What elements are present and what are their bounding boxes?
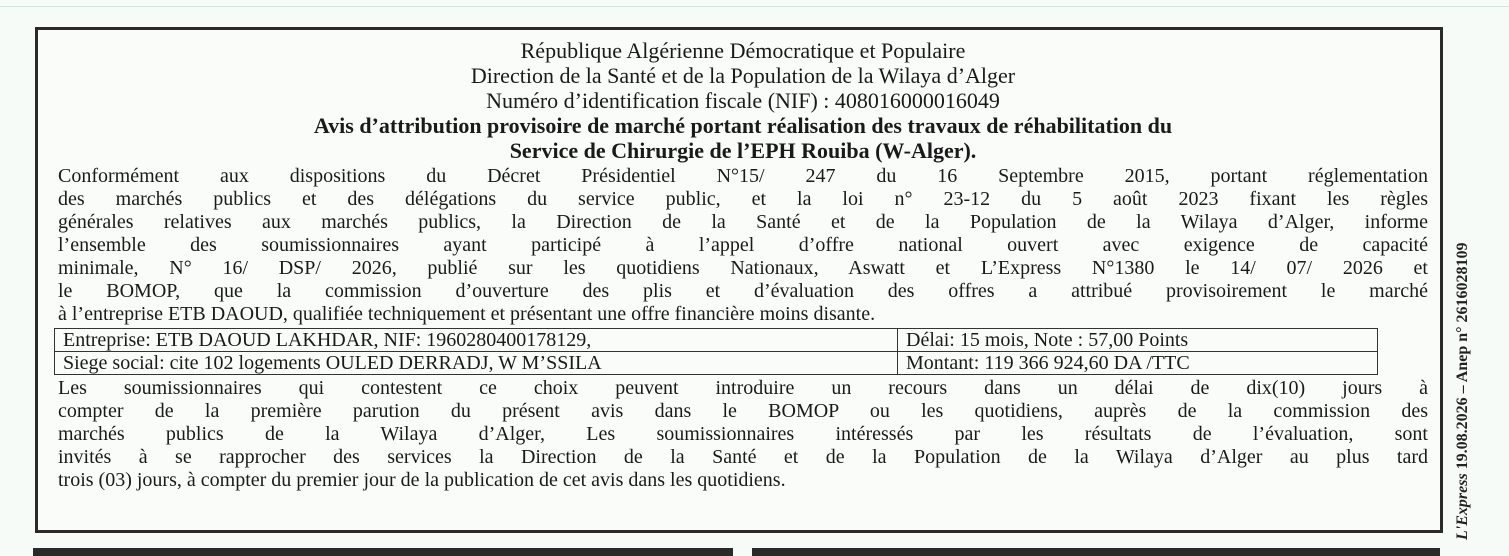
- notice-frame: [35, 27, 1443, 533]
- header-republic: République Algérienne Démocratique et Populaire: [520, 38, 966, 63]
- company-cell: Entreprise: ETB DAOUD LAKHDAR, NIF: 1960280400178129,: [55, 329, 898, 352]
- footer-line: trois (03) jours, à compter du premier jour de la publication de cet avis dans les quotidiens.: [58, 469, 786, 491]
- header-direction: Direction de la Santé et de la Population de la Wilaya d’Alger: [470, 63, 1016, 88]
- footer-line: invités à se rapprocher des services la Direction de la Santé et de la Population de la Wilaya d’Alger au plus tard: [58, 446, 1428, 468]
- publication-name: L'Express: [1454, 473, 1471, 540]
- footer-line: marchés publics de la Wilaya d’Alger, Les soumissionnaires intéressés par les résultats de l’évaluation, sont: [58, 423, 1428, 445]
- notice-title-line2: Service de Chirurgie de l’EPH Rouiba (W-Alger).: [509, 138, 977, 163]
- side-publication-label: [1454, 242, 1472, 540]
- header-nif: Numéro d’identification fiscale (NIF) : 408016000016049: [486, 88, 1000, 113]
- award-table: [54, 328, 1378, 375]
- notice-body: [58, 165, 1428, 326]
- body-line: Conformément aux dispositions du Décret Présidentiel N°15/ 247 du 16 Septembre 2015, portant réglementation: [58, 165, 1428, 187]
- notice-content: [58, 38, 1428, 492]
- page-top-rule: [0, 6, 1509, 7]
- headquarters-cell: Siege social: cite 102 logements OULED DERRADJ, W M’SSILA: [55, 352, 898, 375]
- delay-score-cell: Délai: 15 mois, Note : 57,00 Points: [898, 329, 1378, 352]
- table-row: [55, 352, 1378, 375]
- table-row: [55, 329, 1378, 352]
- footer-line: compter de la première parution du présent avis dans le BOMOP ou les quotidiens, auprès de la commission des: [58, 400, 1428, 422]
- body-line: l’ensemble des soumissionnaires ayant participé à l’appel d’offre national ouvert avec exigence de capacité: [58, 234, 1428, 256]
- body-line: des marchés publics et des délégations du service public, et la loi n° 23-12 du 5 août 2023 fixant les règles: [58, 188, 1428, 210]
- footer-line: Les soumissionnaires qui contestent ce choix peuvent introduire un recours dans un délai de dix(10) jours à: [58, 377, 1428, 399]
- body-line: à l’entreprise ETB DAOUD, qualifiée techniquement et présentant une offre financière moins disante.: [58, 303, 876, 325]
- notice-footer: [58, 377, 1428, 492]
- amount-cell: Montant: 119 366 924,60 DA /TTC: [898, 352, 1378, 375]
- body-line: générales relatives aux marchés publics, la Direction de la Santé et de la Population de la Wilaya d’Alger, informe: [58, 211, 1428, 233]
- notice-title-line1: Avis d’attribution provisoire de marché portant réalisation des travaux de réhabilitation du: [313, 113, 1173, 138]
- body-line: minimale, N° 16/ DSP/ 2026, publié sur les quotidiens Nationaux, Aswatt et L’Express N°1380 le 14/ 07/ 2026 et: [58, 257, 1428, 279]
- body-line: le BOMOP, que la commission d’ouverture des plis et d’évaluation des offres a attribué provisoirement le marché: [58, 280, 1428, 302]
- publication-reference: 19.08.2026 – Anep n° 2616028109: [1454, 242, 1471, 474]
